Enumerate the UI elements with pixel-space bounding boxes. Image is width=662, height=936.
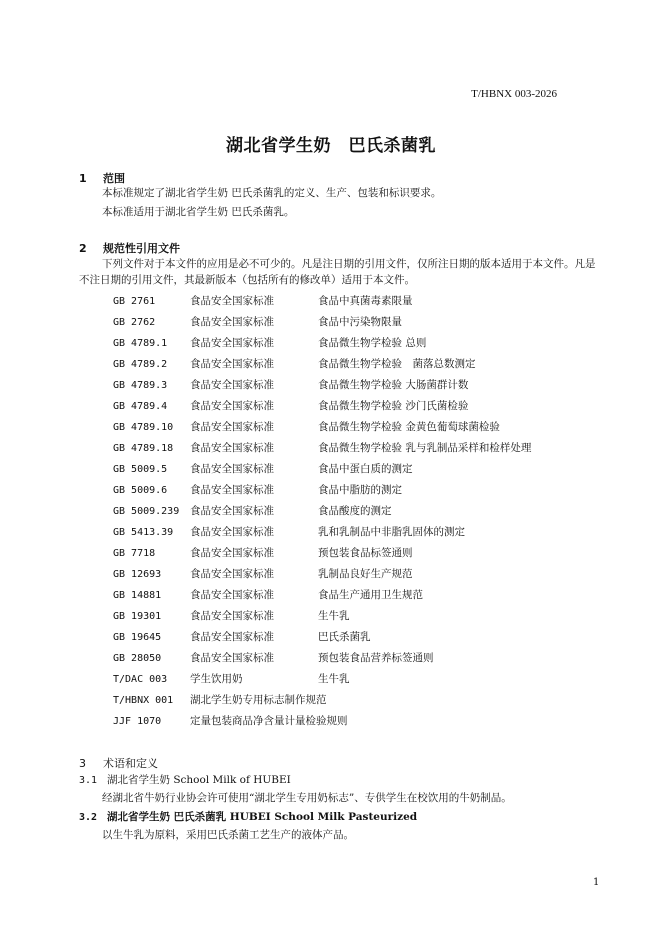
reference-code: GB 14881 xyxy=(113,590,162,601)
reference-code: GB 28050 xyxy=(113,653,162,664)
section-1-heading xyxy=(79,170,125,186)
reference-code: JJF 1070 xyxy=(113,716,162,727)
reference-code: T/HBNX 001 xyxy=(113,695,174,706)
document-title: 湖北省学生奶 巴氏杀菌乳 xyxy=(226,136,436,156)
section-1-paragraph-1: 本标准规定了湖北省学生奶 巴氏杀菌乳的定义、生产、包装和标识要求。 xyxy=(102,187,442,199)
reference-category: 食品安全国家标准 xyxy=(190,547,274,559)
section-title: 术语和定义 xyxy=(103,757,158,770)
reference-item xyxy=(113,335,531,356)
reference-category: 食品安全国家标准 xyxy=(190,526,274,538)
reference-category: 食品安全国家标准 xyxy=(190,589,274,601)
reference-item xyxy=(113,713,531,734)
section-number: 1 xyxy=(79,172,87,185)
reference-code: GB 7718 xyxy=(113,548,156,559)
reference-title: 食品中脂肪的测定 xyxy=(318,484,402,496)
reference-item xyxy=(113,692,531,713)
reference-item xyxy=(113,650,531,671)
reference-code: GB 2761 xyxy=(113,296,156,307)
reference-title: 生牛乳 xyxy=(318,673,350,685)
reference-category: 食品安全国家标准 xyxy=(190,505,274,517)
term-3-2 xyxy=(79,809,417,824)
reference-title: 预包装食品标签通则 xyxy=(318,547,413,559)
reference-code: GB 2762 xyxy=(113,317,156,328)
reference-title: 预包装食品营养标签通则 xyxy=(318,652,434,664)
reference-title: 定量包装商品净含量计量检验规则 xyxy=(190,715,348,727)
reference-title: 食品生产通用卫生规范 xyxy=(318,589,423,601)
reference-category: 食品安全国家标准 xyxy=(190,484,274,496)
reference-item xyxy=(113,377,531,398)
reference-category: 食品安全国家标准 xyxy=(190,652,274,664)
reference-code: GB 19645 xyxy=(113,632,162,643)
reference-item xyxy=(113,293,531,314)
reference-title: 食品中污染物限量 xyxy=(318,316,402,328)
reference-category: 食品安全国家标准 xyxy=(190,421,274,433)
reference-code: GB 4789.2 xyxy=(113,359,168,370)
reference-item xyxy=(113,482,531,503)
reference-category: 食品安全国家标准 xyxy=(190,463,274,475)
reference-item xyxy=(113,356,531,377)
reference-category: 食品安全国家标准 xyxy=(190,400,274,412)
reference-category: 食品安全国家标准 xyxy=(190,316,274,328)
reference-title: 巴氏杀菌乳 xyxy=(318,631,371,643)
reference-category: 食品安全国家标准 xyxy=(190,337,274,349)
reference-title: 食品微生物学检验 沙门氏菌检验 xyxy=(318,400,469,412)
reference-title: 生牛乳 xyxy=(318,610,350,622)
reference-title: 食品微生物学检验 乳与乳制品采样和检样处理 xyxy=(318,442,532,454)
reference-category: 食品安全国家标准 xyxy=(190,610,274,622)
reference-title: 食品中真菌毒素限量 xyxy=(318,295,413,307)
reference-title: 食品微生物学检验 金黄色葡萄球菌检验 xyxy=(318,421,500,433)
term-number: 3.2 xyxy=(79,812,98,823)
term-3-2-definition: 以生牛乳为原料，采用巴氏杀菌工艺生产的液体产品。 xyxy=(102,829,354,841)
reference-category: 食品安全国家标准 xyxy=(190,631,274,643)
section-number: 3 xyxy=(79,757,86,770)
term-name: 湖北省学生奶 School Milk of HUBEI xyxy=(107,774,291,786)
reference-item xyxy=(113,524,531,545)
section-1-paragraph-2: 本标准适用于湖北省学生奶 巴氏杀菌乳。 xyxy=(102,206,295,218)
reference-item xyxy=(113,671,531,692)
reference-list xyxy=(113,293,531,734)
section-title: 范围 xyxy=(103,172,125,185)
reference-item xyxy=(113,608,531,629)
reference-code: GB 19301 xyxy=(113,611,162,622)
reference-category: 食品安全国家标准 xyxy=(190,379,274,391)
reference-code: GB 4789.4 xyxy=(113,401,168,412)
reference-code: GB 4789.1 xyxy=(113,338,168,349)
section-2-heading xyxy=(79,240,180,256)
term-3-1 xyxy=(79,772,291,787)
term-name: 湖北省学生奶 巴氏杀菌乳 HUBEI School Milk Pasteurized xyxy=(107,811,418,823)
reference-category: 食品安全国家标准 xyxy=(190,295,274,307)
reference-item xyxy=(113,503,531,524)
reference-category: 食品安全国家标准 xyxy=(190,358,274,370)
reference-item xyxy=(113,587,531,608)
reference-code: GB 5009.6 xyxy=(113,485,168,496)
reference-title: 湖北学生奶专用标志制作规范 xyxy=(190,694,327,706)
reference-category: 食品安全国家标准 xyxy=(190,442,274,454)
section-3-heading xyxy=(79,755,158,771)
reference-item xyxy=(113,629,531,650)
reference-title: 乳制品良好生产规范 xyxy=(318,568,413,580)
document-number: T/HBNX 003-2026 xyxy=(471,88,557,100)
reference-item xyxy=(113,566,531,587)
reference-code: GB 12693 xyxy=(113,569,162,580)
reference-code: GB 5413.39 xyxy=(113,527,174,538)
section-title: 规范性引用文件 xyxy=(103,242,180,255)
reference-code: GB 4789.18 xyxy=(113,443,174,454)
reference-code: GB 5009.5 xyxy=(113,464,168,475)
reference-code: GB 5009.239 xyxy=(113,506,180,517)
page-number: 1 xyxy=(593,877,600,888)
reference-code: GB 4789.10 xyxy=(113,422,174,433)
term-3-1-definition: 经湖北省牛奶行业协会许可使用“湖北学生专用奶标志”、专供学生在校饮用的牛奶制品。 xyxy=(102,792,512,804)
term-number: 3.1 xyxy=(79,775,98,786)
reference-title: 乳和乳制品中非脂乳固体的测定 xyxy=(318,526,465,538)
reference-category: 食品安全国家标准 xyxy=(190,568,274,580)
reference-item xyxy=(113,545,531,566)
reference-title: 食品微生物学检验 大肠菌群计数 xyxy=(318,379,469,391)
section-2-intro: 下列文件对于本文件的应用是必不可少的。凡是注日期的引用文件，仅所注日期的版本适用于本文件。凡是不注日期的引用文件，其最新版本（包括所有的修改单）适用于本文件。 xyxy=(79,258,596,286)
reference-item xyxy=(113,419,531,440)
reference-item xyxy=(113,314,531,335)
reference-code: GB 4789.3 xyxy=(113,380,168,391)
reference-category: 学生饮用奶 xyxy=(190,673,243,685)
section-number: 2 xyxy=(79,242,87,255)
reference-item xyxy=(113,461,531,482)
reference-item xyxy=(113,440,531,461)
reference-title: 食品微生物学检验 菌落总数测定 xyxy=(318,358,476,370)
reference-title: 食品酸度的测定 xyxy=(318,505,392,517)
reference-title: 食品微生物学检验 总则 xyxy=(318,337,427,349)
reference-title: 食品中蛋白质的测定 xyxy=(318,463,413,475)
reference-item xyxy=(113,398,531,419)
reference-code: T/DAC 003 xyxy=(113,674,168,685)
